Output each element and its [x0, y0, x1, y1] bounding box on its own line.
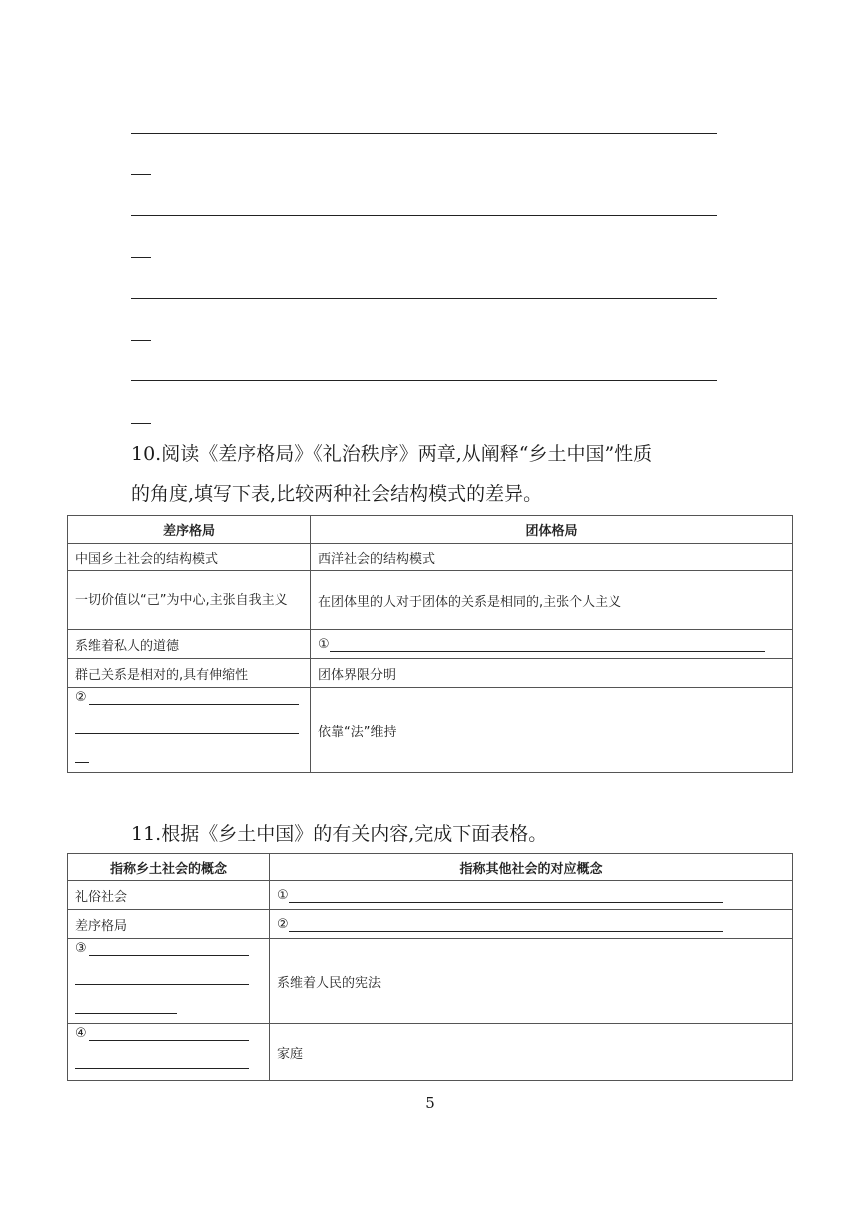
table-cell: 系维着私人的道德 [68, 630, 311, 659]
table-cell-blank[interactable] [311, 630, 793, 659]
table-header: 指称乡土社会的概念 [68, 854, 270, 881]
table-cell: 系维着人民的宪法 [270, 939, 793, 1024]
table-cell: 群己关系是相对的,具有伸缩性 [68, 659, 311, 688]
table-cell: 西洋社会的结构模式 [311, 544, 793, 571]
table-cell-blank[interactable] [270, 881, 793, 910]
blank-marker: ③ [75, 941, 87, 956]
answer-line[interactable] [131, 380, 717, 381]
table-cell-blank[interactable] [68, 939, 270, 1024]
table-header: 指称其他社会的对应概念 [270, 854, 793, 881]
page-number: 5 [425, 1094, 435, 1112]
table-cell-blank[interactable] [68, 1024, 270, 1081]
question-10-table [67, 515, 793, 773]
table-cell: 在团体里的人对于团体的关系是相同的,主张个人主义 [311, 571, 793, 630]
question-10-text-line2: 的角度,填写下表,比较两种社会结构模式的差异。 [131, 483, 543, 505]
fill-blank[interactable] [89, 1040, 249, 1041]
fill-blank[interactable] [289, 889, 723, 903]
blank-marker: ④ [75, 1026, 87, 1041]
fill-blank[interactable] [75, 984, 249, 985]
answer-line-stub [131, 423, 151, 424]
table-cell: 家庭 [270, 1024, 793, 1081]
table-cell: 差序格局 [68, 910, 270, 939]
fill-blank[interactable] [75, 1013, 177, 1014]
table-cell: 依靠“法”维持 [311, 688, 793, 773]
answer-line[interactable] [131, 298, 717, 299]
answer-line[interactable] [131, 215, 717, 216]
table-cell [68, 571, 311, 630]
blank-marker: ② [277, 916, 289, 932]
question-11-text: 11.根据《乡土中国》的有关内容,完成下面表格。 [131, 823, 548, 845]
blank-marker: ① [318, 636, 330, 652]
table-cell: 中国乡土社会的结构模式 [68, 544, 311, 571]
fill-blank[interactable] [89, 704, 299, 705]
table-cell-text: 一切价值以“己”为中心,主张自我主义 [75, 592, 288, 608]
answer-line-stub [131, 174, 151, 175]
fill-blank[interactable] [330, 638, 765, 652]
answer-line-stub [131, 340, 151, 341]
fill-blank-stub [75, 762, 89, 763]
table-cell: 团体界限分明 [311, 659, 793, 688]
table-cell-blank[interactable] [270, 910, 793, 939]
fill-blank[interactable] [75, 733, 299, 734]
answer-line-stub [131, 257, 151, 258]
question-11-table [67, 853, 793, 1081]
table-header: 差序格局 [68, 516, 311, 544]
table-header: 团体格局 [311, 516, 793, 544]
fill-blank[interactable] [289, 918, 723, 932]
table-cell: 礼俗社会 [68, 881, 270, 910]
blank-marker: ① [277, 887, 289, 903]
answer-line[interactable] [131, 133, 717, 134]
blank-marker: ② [75, 690, 87, 705]
table-cell-blank[interactable] [68, 688, 311, 773]
question-10-text-line1: 10.阅读《差序格局》《礼治秩序》两章,从阐释“乡土中国”性质 [131, 443, 653, 465]
fill-blank[interactable] [89, 955, 249, 956]
fill-blank[interactable] [75, 1068, 249, 1069]
